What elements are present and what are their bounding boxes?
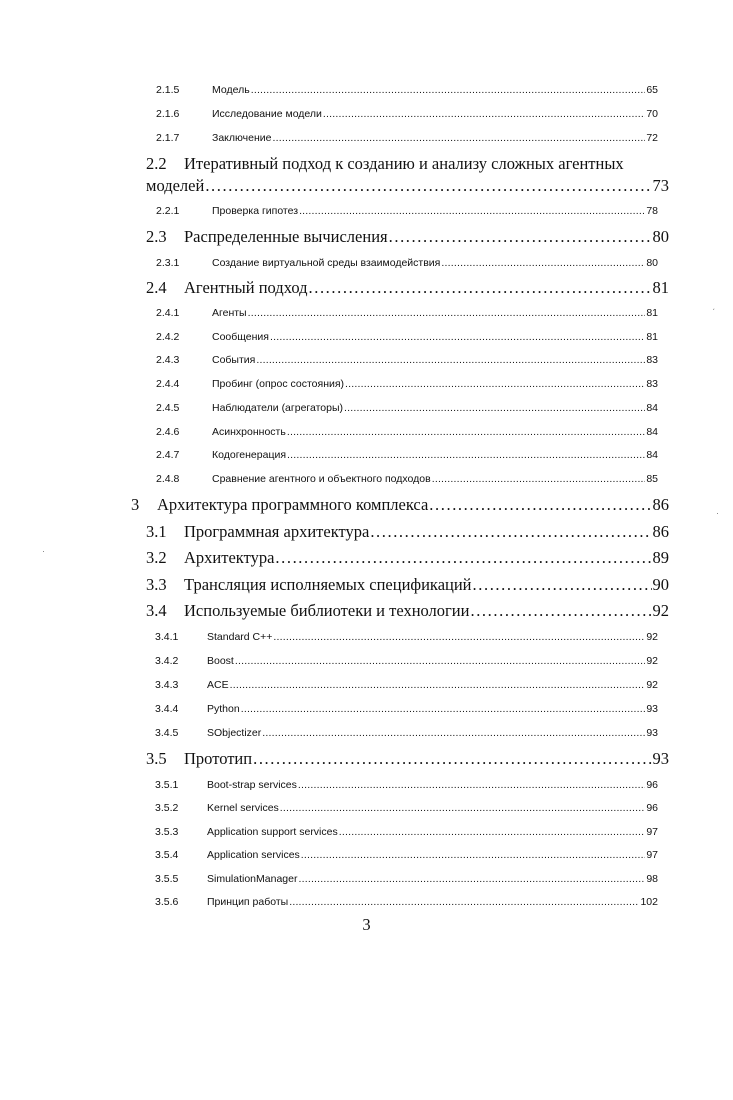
toc-entry-page: 97 xyxy=(646,826,658,838)
toc-entry-number: 3 xyxy=(131,495,140,514)
toc-entry-page: 93 xyxy=(646,727,658,739)
toc-leader-dots xyxy=(429,495,651,515)
toc-leader-dots xyxy=(280,802,646,814)
toc-entry-number: 2.2 xyxy=(146,154,167,173)
toc-entry xyxy=(156,449,658,461)
toc-entry xyxy=(156,354,658,366)
toc-entry-page: 65 xyxy=(646,84,658,96)
toc-entry-number: 3.5.6 xyxy=(155,896,179,908)
toc-entry-title: Наблюдатели (агрегаторы) xyxy=(212,402,344,414)
toc-leader-dots xyxy=(309,278,652,298)
toc-entry-page: 86 xyxy=(652,495,669,514)
toc-entry xyxy=(155,779,658,791)
toc-leader-dots xyxy=(241,703,646,715)
toc-leader-dots xyxy=(299,205,645,217)
toc-entry-title: моделей xyxy=(146,176,205,195)
toc-entry-page: 96 xyxy=(646,779,658,791)
toc-entry-page: 70 xyxy=(646,108,658,120)
toc-leader-dots xyxy=(262,727,645,739)
toc-entry xyxy=(156,132,658,144)
toc-leader-dots xyxy=(275,548,651,568)
toc-leader-dots xyxy=(287,426,645,438)
toc-entry-number: 2.4.2 xyxy=(156,331,180,343)
toc-leader-dots xyxy=(301,849,646,861)
toc-entry-title: Создание виртуальной среды взаимодействия xyxy=(212,257,441,269)
toc-entry-wrapped-heading xyxy=(146,154,624,174)
toc-entry xyxy=(155,802,658,814)
toc-entry-page: 84 xyxy=(646,402,658,414)
toc-entry xyxy=(146,176,669,196)
toc-entry xyxy=(156,257,658,269)
toc-entry-number: 2.4 xyxy=(146,278,167,297)
toc-entry-page: 84 xyxy=(646,426,658,438)
toc-entry xyxy=(155,896,658,908)
toc-entry-number: 3.5.3 xyxy=(155,826,179,838)
toc-entry xyxy=(155,631,658,643)
toc-leader-dots xyxy=(205,176,651,196)
toc-entry-title: Модель xyxy=(212,84,250,96)
toc-entry xyxy=(146,601,669,621)
toc-leader-dots xyxy=(272,132,645,144)
toc-entry xyxy=(156,331,658,343)
toc-entry-page: 81 xyxy=(646,307,658,319)
toc-entry-number: 2.3.1 xyxy=(156,257,180,269)
toc-entry-title: Асинхронность xyxy=(212,426,286,438)
toc-leader-dots xyxy=(235,655,645,667)
toc-leader-dots xyxy=(441,257,645,269)
toc-entry-title: ACE xyxy=(207,679,229,691)
toc-entry-title: SimulationManager xyxy=(207,873,298,885)
toc-entry-page: 96 xyxy=(646,802,658,814)
toc-entry-page: 92 xyxy=(646,679,658,691)
toc-leader-dots xyxy=(256,354,645,366)
toc-entry-title: Принцип работы xyxy=(207,896,289,908)
toc-entry-number: 2.4.6 xyxy=(156,426,180,438)
toc-entry-number: 2.4.5 xyxy=(156,402,180,414)
toc-entry xyxy=(146,278,669,298)
toc-entry-title: События xyxy=(212,354,256,366)
toc-entry-number: 3.1 xyxy=(146,522,167,541)
toc-entry-title: Пробинг (опрос состояния) xyxy=(212,378,345,390)
toc-entry-title: Python xyxy=(207,703,240,715)
toc-entry-page: 81 xyxy=(646,331,658,343)
toc-leader-dots xyxy=(389,227,652,247)
page-number: 3 xyxy=(362,915,371,934)
toc-entry-title: Исследование модели xyxy=(212,108,322,120)
toc-entry xyxy=(146,749,669,769)
toc-entry-title-line1: Итеративный подход к созданию и анализу сложных агентных xyxy=(184,154,624,173)
toc-entry-page: 72 xyxy=(646,132,658,144)
toc-entry-title: Распределенные вычисления xyxy=(184,227,388,246)
scan-speck: · xyxy=(716,508,719,518)
toc-entry-number: 2.4.1 xyxy=(156,307,180,319)
toc-entry-title: Standard C++ xyxy=(207,631,273,643)
toc-entry xyxy=(146,575,669,595)
toc-entry xyxy=(156,205,658,217)
toc-entry-title: Архитектура программного комплекса xyxy=(157,495,429,514)
toc-entry-number: 2.4.4 xyxy=(156,378,180,390)
toc-entry xyxy=(156,473,658,485)
toc-leader-dots xyxy=(248,307,646,319)
toc-entry-number: 2.4.3 xyxy=(156,354,180,366)
toc-entry-page: 83 xyxy=(646,378,658,390)
toc-leader-dots xyxy=(323,108,645,120)
toc-entry-page: 102 xyxy=(640,896,658,908)
toc-entry-title: Агенты xyxy=(212,307,247,319)
toc-entry-number: 3.4.2 xyxy=(155,655,179,667)
toc-leader-dots xyxy=(298,779,645,791)
toc-entry xyxy=(155,727,658,739)
toc-entry-number: 3.2 xyxy=(146,548,167,567)
toc-entry-page: 97 xyxy=(646,849,658,861)
toc-entry-title: Заключение xyxy=(212,132,272,144)
toc-entry xyxy=(156,402,658,414)
toc-entry xyxy=(155,849,658,861)
toc-entry-number: 3.5.4 xyxy=(155,849,179,861)
toc-leader-dots xyxy=(287,449,645,461)
toc-entry-number: 3.5 xyxy=(146,749,167,768)
toc-entry-number: 2.1.5 xyxy=(156,84,180,96)
toc-entry-page: 92 xyxy=(646,655,658,667)
toc-entry xyxy=(155,873,658,885)
toc-entry-number: 3.5.5 xyxy=(155,873,179,885)
toc-entry xyxy=(131,495,669,515)
toc-entry-page: 80 xyxy=(646,257,658,269)
toc-entry-page: 84 xyxy=(646,449,658,461)
toc-leader-dots xyxy=(251,84,646,96)
toc-entry-number: 2.3 xyxy=(146,227,167,246)
toc-entry-page: 81 xyxy=(652,278,669,297)
toc-entry xyxy=(155,655,658,667)
toc-entry xyxy=(156,426,658,438)
toc-entry-page: 86 xyxy=(652,522,669,541)
toc-leader-dots xyxy=(473,575,652,595)
toc-leader-dots xyxy=(345,378,645,390)
toc-entry-number: 2.4.7 xyxy=(156,449,180,461)
toc-entry-number: 3.5.2 xyxy=(155,802,179,814)
toc-entry-title: Boot-strap services xyxy=(207,779,297,791)
toc-entry-number: 2.1.7 xyxy=(156,132,180,144)
toc-entry-title: SObjectizer xyxy=(207,727,262,739)
toc-entry-title: Кодогенерация xyxy=(212,449,287,461)
toc-entry-number: 3.4 xyxy=(146,601,167,620)
toc-entry xyxy=(155,703,658,715)
toc-entry xyxy=(156,307,658,319)
toc-entry-page: 90 xyxy=(652,575,669,594)
scan-speck: · xyxy=(42,546,45,556)
toc-leader-dots xyxy=(370,522,651,542)
toc-entry-page: 85 xyxy=(646,473,658,485)
toc-entry-page: 78 xyxy=(646,205,658,217)
toc-leader-dots xyxy=(289,896,639,908)
toc-entry xyxy=(146,227,669,247)
toc-entry-title: Application services xyxy=(207,849,300,861)
toc-entry-page: 93 xyxy=(646,703,658,715)
toc-leader-dots xyxy=(432,473,646,485)
toc-entry-number: 2.1.6 xyxy=(156,108,180,120)
toc-entry-number: 3.4.3 xyxy=(155,679,179,691)
toc-entry-title: Сообщения xyxy=(212,331,269,343)
toc-entry-title: Трансляция исполняемых спецификаций xyxy=(184,575,472,594)
toc-entry-number: 3.3 xyxy=(146,575,167,594)
toc-entry-page: 80 xyxy=(652,227,669,246)
toc-entry-title: Application support services xyxy=(207,826,338,838)
toc-entry-number: 3.4.5 xyxy=(155,727,179,739)
toc-entry-title: Архитектура xyxy=(184,548,275,567)
toc-leader-dots xyxy=(270,331,645,343)
toc-entry-page: 92 xyxy=(646,631,658,643)
toc-entry-number: 3.5.1 xyxy=(155,779,179,791)
toc-entry-page: 93 xyxy=(652,749,669,768)
toc-leader-dots xyxy=(470,601,651,621)
toc-entry-title: Прототип xyxy=(184,749,253,768)
toc-leader-dots xyxy=(230,679,646,691)
toc-entry xyxy=(146,548,669,568)
toc-entry-number: 3.4.1 xyxy=(155,631,179,643)
toc-entry-title: Программная архитектура xyxy=(184,522,370,541)
toc-entry xyxy=(156,108,658,120)
toc-entry-title: Используемые библиотеки и технологии xyxy=(184,601,470,620)
toc-entry xyxy=(156,84,658,96)
toc-entry-page: 73 xyxy=(652,176,669,195)
toc-entry-page: 89 xyxy=(652,548,669,567)
toc-entry-title: Boost xyxy=(207,655,234,667)
toc-leader-dots xyxy=(298,873,645,885)
toc-entry-page: 92 xyxy=(652,601,669,620)
toc-entry-title: Kernel services xyxy=(207,802,279,814)
toc-leader-dots xyxy=(344,402,645,414)
toc-entry xyxy=(156,378,658,390)
toc-entry-title: Агентный подход xyxy=(184,278,308,297)
toc-entry-page: 83 xyxy=(646,354,658,366)
scan-speck: ˏ xyxy=(712,300,715,310)
toc-entry-number: 2.4.8 xyxy=(156,473,180,485)
toc-entry-number: 2.2.1 xyxy=(156,205,180,217)
toc-entry-title: Сравнение агентного и объектного подходов xyxy=(212,473,431,485)
toc-leader-dots xyxy=(273,631,645,643)
toc-entry-page: 98 xyxy=(646,873,658,885)
toc-entry-number: 3.4.4 xyxy=(155,703,179,715)
toc-entry xyxy=(155,679,658,691)
toc-leader-dots xyxy=(253,749,651,769)
toc-entry xyxy=(146,522,669,542)
toc-entry xyxy=(155,826,658,838)
toc-entry-title: Проверка гипотез xyxy=(212,205,299,217)
toc-leader-dots xyxy=(339,826,646,838)
